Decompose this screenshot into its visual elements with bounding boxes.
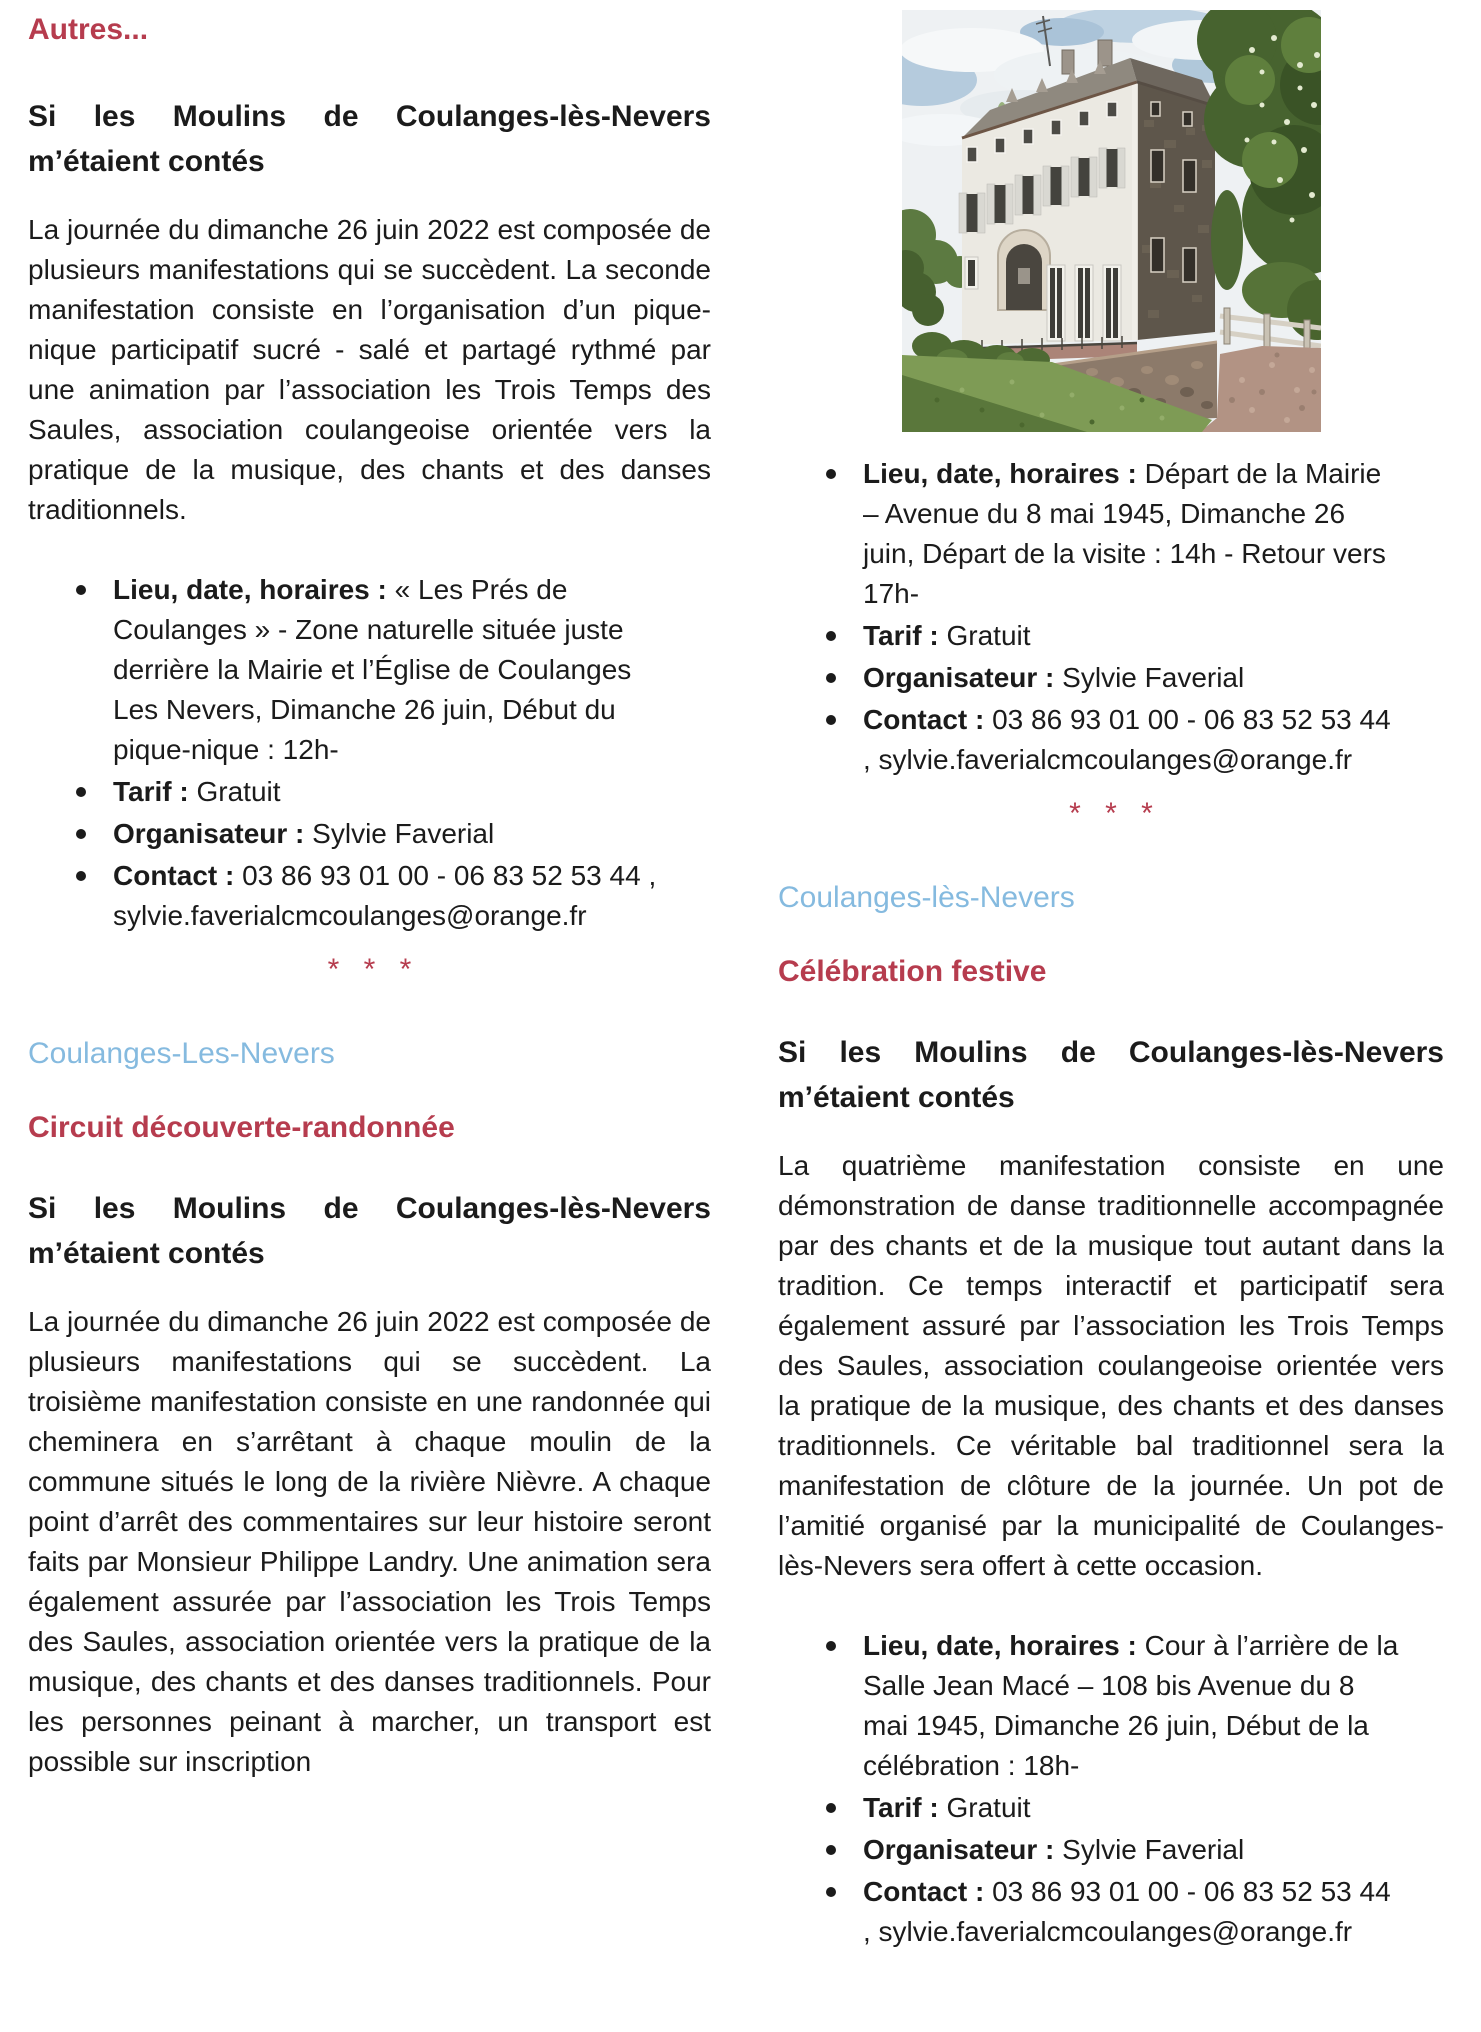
- list-item: [28, 814, 711, 854]
- list-item: [778, 658, 1444, 698]
- detail-label: Tarif :: [863, 1792, 939, 1823]
- list-item: [778, 700, 1444, 780]
- detail-value: Sylvie Faverial: [312, 818, 495, 849]
- detail-label: Organisateur :: [113, 818, 305, 849]
- list-item: [778, 1872, 1444, 1952]
- detail-label: Contact :: [863, 704, 985, 735]
- detail-label: Tarif :: [863, 620, 939, 651]
- detail-label: Lieu, date, horaires :: [863, 458, 1137, 489]
- category-heading: Célébration festive: [778, 955, 1047, 988]
- detail-label: Organisateur :: [863, 1834, 1055, 1865]
- event-details-list: [778, 1626, 1444, 1952]
- detail-label: Contact :: [113, 860, 235, 891]
- detail-value: 03 86 93 01 00 - 06 83 52 53 44 , sylvie.faverialcmcoulanges@orange.fr: [863, 704, 1391, 775]
- detail-value: Sylvie Faverial: [1062, 662, 1245, 693]
- detail-value: Gratuit: [196, 776, 281, 807]
- detail-label: Tarif :: [113, 776, 189, 807]
- detail-label: Contact :: [863, 1876, 985, 1907]
- list-item: [28, 570, 711, 770]
- event-description: La journée du dimanche 26 juin 2022 est composée de plusieurs manifestations qui se succèdent. La seconde manifestation consiste en l’organisation d’un pique-nique participatif sucré - salé et partagé rythmé par une animation par l’association les Trois Temps des Saules, association coulangeoise orientée vers la pratique de la musique, des chants et des danses traditionnels.: [28, 214, 711, 525]
- category-heading: Circuit découverte-randonnée: [28, 1111, 455, 1144]
- detail-value: Sylvie Faverial: [1062, 1834, 1245, 1865]
- city-heading: Coulanges-Les-Nevers: [28, 1037, 335, 1070]
- detail-value: « Les Prés de Coulanges » - Zone naturelle située juste derrière la Mairie et l’Église de Coulanges Les Nevers, Dimanche 26 juin, Début du pique-nique : 12h-: [113, 574, 632, 765]
- event-title: Si les Moulins de Coulanges-lès-Nevers m’étaient contés: [28, 1192, 711, 1270]
- event-title: Si les Moulins de Coulanges-lès-Nevers m’étaient contés: [28, 100, 711, 178]
- detail-value: 03 86 93 01 00 - 06 83 52 53 44 , sylvie.faverialcmcoulanges@orange.fr: [113, 860, 657, 931]
- detail-label: Lieu, date, horaires :: [113, 574, 387, 605]
- section-kicker-autres: Autres...: [28, 13, 149, 46]
- section-separator: * * *: [1069, 797, 1153, 830]
- left-column: [28, 10, 711, 2032]
- detail-value: Départ de la Mairie – Avenue du 8 mai 1945, Dimanche 26 juin, Départ de la visite : 14h - Retour vers 17h-: [863, 458, 1386, 609]
- event-details-list: [778, 454, 1444, 780]
- detail-value: Gratuit: [946, 1792, 1031, 1823]
- event-details-list: [28, 570, 711, 936]
- list-item: [28, 772, 711, 812]
- list-item: [778, 616, 1444, 656]
- event-title: Si les Moulins de Coulanges-lès-Nevers m’étaient contés: [778, 1036, 1444, 1114]
- event-description: La quatrième manifestation consiste en une démonstration de danse traditionnelle accompagnée par des chants et de la musique tout autant dans la tradition. Ce temps interactif et participatif sera également assuré par l’association les Trois Temps des Saules, association coulangeoise orientée vers la pratique de la musique, des chants et des danses traditionnels. Ce véritable bal traditionnel sera la manifestation de clôture de la journée. Un pot de l’amitié organisé par la municipalité de Coulanges-lès-Nevers sera offert à cette occasion.: [778, 1150, 1444, 1581]
- detail-label: Organisateur :: [863, 662, 1055, 693]
- detail-value: Cour à l’arrière de la Salle Jean Macé – 108 bis Avenue du 8 mai 1945, Dimanche 26 juin, Début de la célébration : 18h-: [863, 1630, 1399, 1781]
- list-item: [778, 1788, 1444, 1828]
- list-item: [28, 856, 711, 936]
- photo-small-tree: [1211, 190, 1243, 290]
- event-photo: [778, 10, 1444, 432]
- event-description: La journée du dimanche 26 juin 2022 est composée de plusieurs manifestations qui se succèdent. La troisième manifestation consiste en une randonnée qui cheminera en s’arrêtant à chaque moulin de la commune situés le long de la rivière Nièvre. A chaque point d’arrêt des commentaires sur leur histoire seront faits par Monsieur Philippe Landry. Une animation sera également assurée par l’association les Trois Temps des Saules, association orientée vers la pratique de la musique, des chants et des danses traditionnels. Pour les personnes peinant à marcher, un transport est possible sur inscription: [28, 1306, 711, 1777]
- detail-value: 03 86 93 01 00 - 06 83 52 53 44 , sylvie.faverialcmcoulanges@orange.fr: [863, 1876, 1391, 1947]
- detail-label: Lieu, date, horaires :: [863, 1630, 1137, 1661]
- list-item: [778, 454, 1444, 614]
- section-separator: * * *: [327, 953, 412, 986]
- list-item: [778, 1830, 1444, 1870]
- right-column: [778, 10, 1444, 2032]
- city-heading: Coulanges-lès-Nevers: [778, 881, 1075, 914]
- detail-value: Gratuit: [946, 620, 1031, 651]
- list-item: [778, 1626, 1444, 1786]
